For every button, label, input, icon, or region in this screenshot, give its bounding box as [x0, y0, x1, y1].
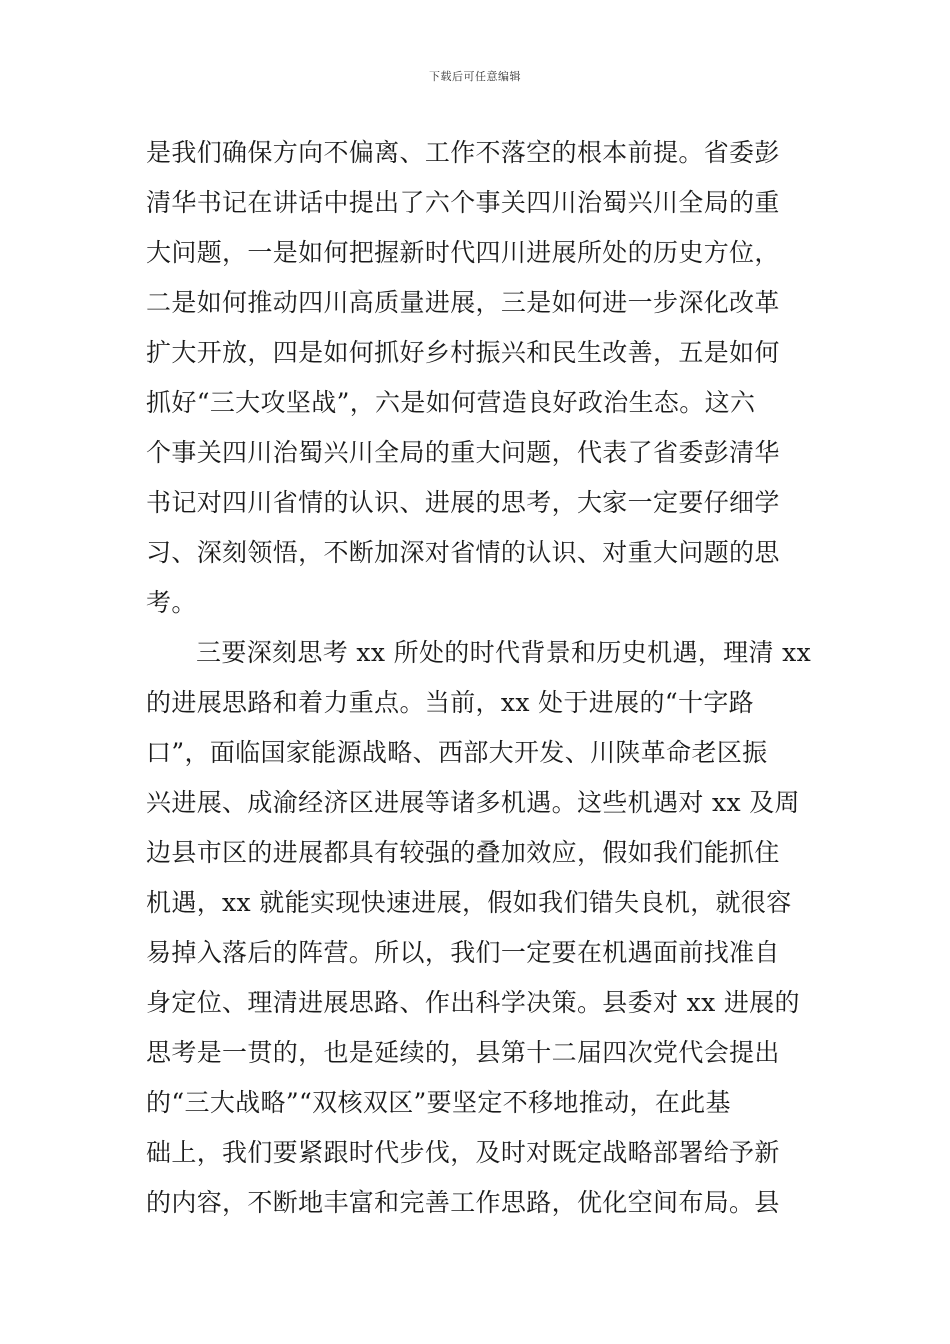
text-line: 机遇，xx 就能实现快速进展，假如我们错失良机，就很容: [146, 888, 792, 917]
text-line: 思考是一贯的，也是延续的，县第十二届四次党代会提出: [146, 1038, 780, 1067]
text-line: 的内容，不断地丰富和完善工作思路，优化空间布局。县: [146, 1188, 780, 1217]
text-line: 兴进展、成渝经济区进展等诸多机遇。这些机遇对 xx 及周: [146, 788, 800, 817]
text-line: 易掉入落后的阵营。所以，我们一定要在机遇面前找准自: [146, 938, 780, 967]
text-line: 身定位、理清进展思路、作出科学决策。县委对 xx 进展的: [146, 988, 800, 1017]
text-line: 三要深刻思考 xx 所处的时代背景和历史机遇，理清 xx: [196, 638, 812, 667]
page-header: 下载后可任意编辑: [429, 70, 521, 83]
document-body: [146, 128, 812, 1228]
text-line: 二是如何推动四川高质量进展，三是如何进一步深化改革: [146, 288, 780, 317]
text-line: 习、深刻领悟，不断加深对省情的认识、对重大问题的思: [146, 538, 780, 567]
text-line: 础上，我们要紧跟时代步伐，及时对既定战略部署给予新: [146, 1138, 780, 1167]
text-line: 书记对四川省情的认识、进展的思考，大家一定要仔细学: [146, 488, 780, 517]
text-line: 是我们确保方向不偏离、工作不落空的根本前提。省委彭: [146, 138, 780, 167]
text-line: 考。: [146, 588, 197, 617]
text-line: 的进展思路和着力重点。当前，xx 处于进展的“十字路: [146, 688, 755, 717]
text-line: 大问题，一是如何把握新时代四川进展所处的历史方位，: [146, 238, 780, 267]
text-line: 个事关四川治蜀兴川全局的重大问题，代表了省委彭清华: [146, 438, 780, 467]
text-line: 扩大开放，四是如何抓好乡村振兴和民生改善，五是如何: [146, 338, 780, 367]
text-line: 的“三大战略”“双核双区”要坚定不移地推动，在此基: [146, 1088, 731, 1117]
text-line: 清华书记在讲话中提出了六个事关四川治蜀兴川全局的重: [146, 188, 780, 217]
text-line: 抓好“三大攻坚战”，六是如何营造良好政治生态。这六: [146, 388, 756, 417]
paragraph-2: [146, 628, 812, 1228]
text-line: 边县市区的进展都具有较强的叠加效应，假如我们能抓住: [146, 838, 780, 867]
paragraph-1: [146, 128, 806, 628]
text-line: 口”，面临国家能源战略、西部大开发、川陕革命老区振: [146, 738, 768, 767]
